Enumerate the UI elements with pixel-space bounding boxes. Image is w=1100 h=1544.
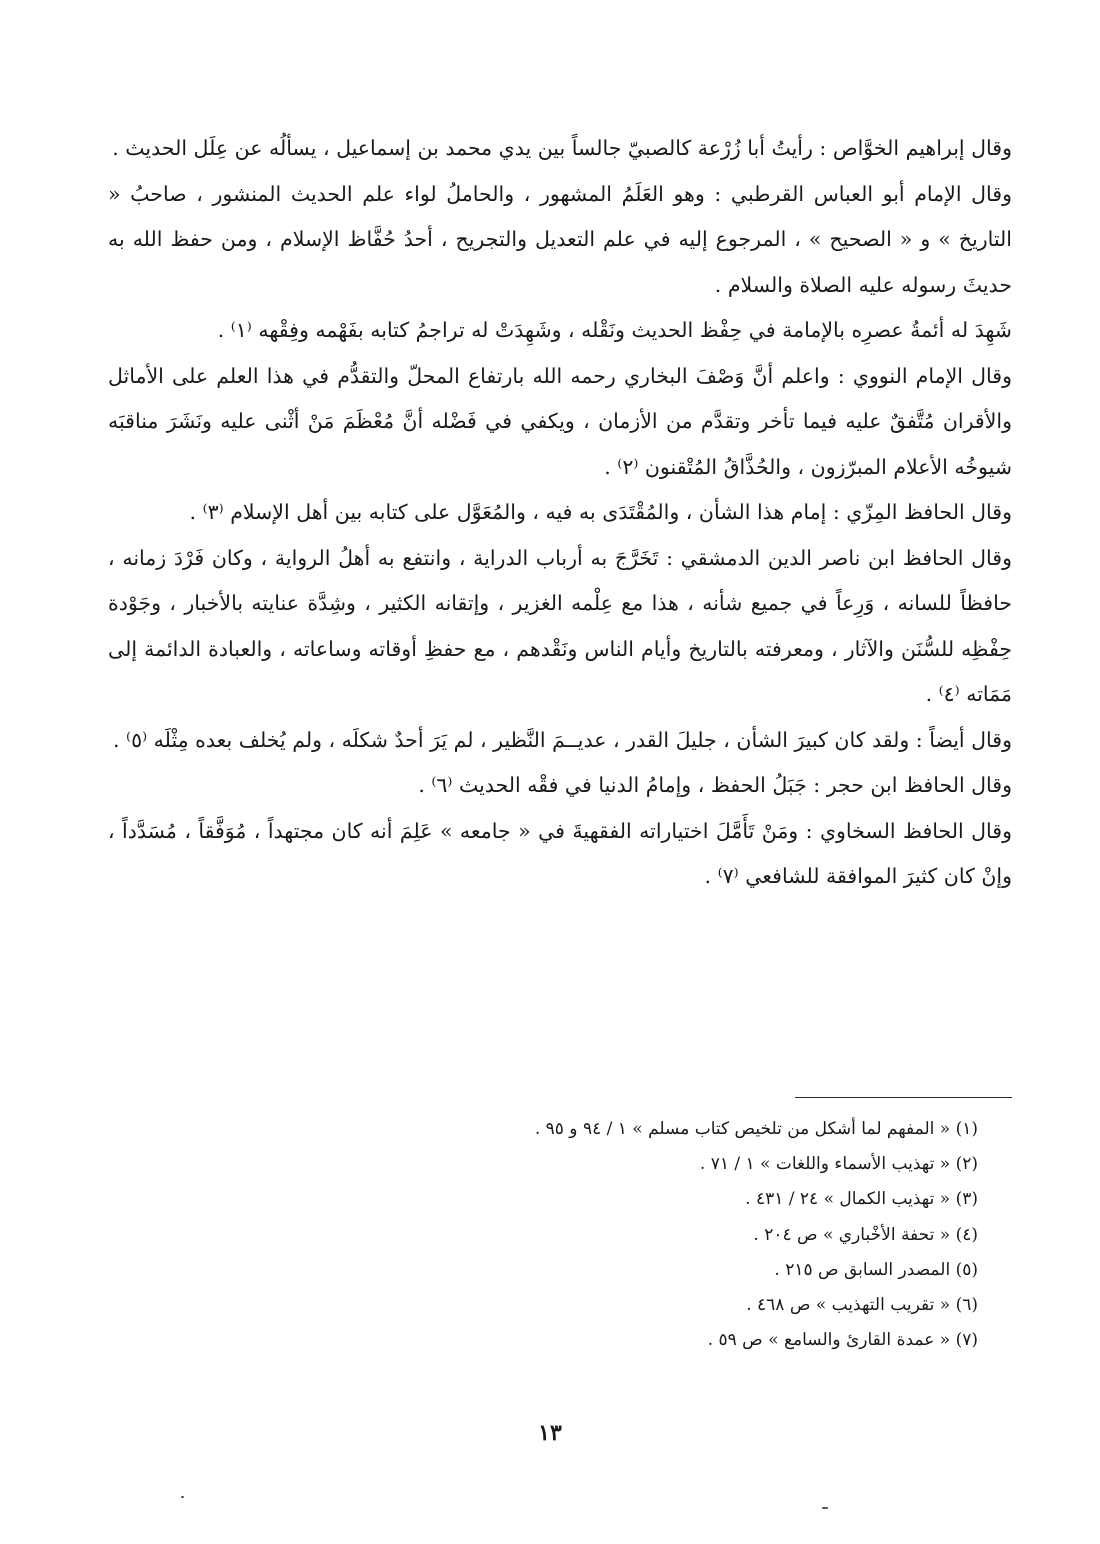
paragraph: شَهِدَ له أئمةُ عصرِه بالإمامة في حِفْظ الحديث ونَقْله ، وشَهِدَتْ له تراجمُ كتابه بفَهْمه وفِقْهه ⁽١⁾ .	[217, 318, 1012, 342]
scan-speck	[181, 1496, 184, 1498]
footnote: (١) « المفهم لما أشكل من تلخيص كتاب مسلم » ١ / ٩٤ و ٩٥ .	[534, 1119, 978, 1139]
paragraph: وقال إبراهيم الخوَّاص : رأيتُ أبا زُرْعة كالصبيّ جالساً بين يدي محمد بن إسماعيل ، يسألُه عن عِلَل الحديث .	[112, 136, 1012, 160]
paragraph: وقال أيضاً : ولقد كان كبيرَ الشأن ، جليلَ القدر ، عديــمَ النَّظير ، لم يَرَ أحدٌ شكلَه ، ولم يُخلف بعده مِثْلَه ⁽٥⁾ .	[113, 727, 1012, 752]
footnote: (٦) « تقريب التهذيب » ص ٤٦٨ .	[746, 1295, 978, 1316]
footnote: (٥) المصدر السابق ص ٢١٥ .	[774, 1259, 978, 1280]
paragraph: وقال الإمام النووي : واعلم أنَّ وَصْفَ البخاري رحمه الله بارتفاع المحلّ والتقدُّم في هذا العلم على الأماثل والأقران مُتَّفقٌ عليه فيما تأخر وتقدَّم من الأزمان ، ويكفي في فَضْله أنَّ مُعْظَمَ مَنْ أثْنى عليه ونَشَرَ مناقبَه شيوخُه الأعلام المبرّزون ، والحُذَّاقُ المُتْقنون ⁽٢⁾ .	[108, 363, 1012, 479]
footnote-separator	[795, 1097, 1012, 1098]
footnote: (٤) « تحفة الأخْباري » ص ٢٠٤ .	[753, 1224, 978, 1245]
footnote: (٧) « عمدة القارئ والسامع » ص ٥٩ .	[707, 1330, 978, 1351]
footnote: (٣) « تهذيب الكمال » ٢٤ / ٤٣١ .	[745, 1189, 978, 1210]
paragraph: وقال الحافظ ابن حجر : جَبَلُ الحفظ ، وإمامُ الدنيا في فقْه الحديث ⁽٦⁾ .	[418, 773, 1012, 797]
footnotes-list	[108, 1112, 978, 1358]
paragraph: وقال الحافظ ابن ناصر الدين الدمشقي : تَخَرَّجَ به أرباب الدراية ، وانتفع به أهلُ الرواية ، وكان فَرْدَ زمانه ، حافظاً للسانه ، وَرِعاً في جميع شأنه ، هذا مع عِلْمه الغزير ، وإتقانه الكثير ، وشِدَّة عنايته بالأخبار ، وجَوْدة حِفْظِه للسُّنَن والآثار ، ومعرفته بالتاريخ وأيام الناس ونَقْدهم ، مع حفظِ أوقاته وساعاته ، والعبادة الدائمة إلى مَمَاته ⁽٤⁾ .	[108, 545, 1012, 706]
scan-speck	[822, 1507, 828, 1509]
paragraph: وقال الإمام أبو العباس القرطبي : وهو العَلَمُ المشهور ، والحاملُ لواء علم الحديث المنشور ، صاحبُ « التاريخ » و « الصحيح » ، المرجوع إليه في علم التعديل والتجريح ، أحدُ حُفَّاظ الإسلام ، ومن حفظ الله به حديثَ رسوله عليه الصلاة والسلام .	[108, 181, 1012, 297]
footnote: (٢) « تهذيب الأسماء واللغات » ١ / ٧١ .	[699, 1154, 978, 1175]
main-text	[108, 126, 1012, 900]
page-number: ١٣	[538, 1420, 562, 1446]
paragraph: وقال الحافظ المِزّي : إمام هذا الشأن ، والمُقْتَدَى به فيه ، والمُعَوَّل على كتابه بين أهل الإسلام ⁽٣⁾ .	[189, 500, 1012, 524]
paragraph: وقال الحافظ السخاوي : ومَنْ تَأَمَّلَ اختياراته الفقهيةَ في « جامعه » عَلِمَ أنه كان مجتهداً ، مُوَفَّقاً ، مُسَدَّداً ، وإنْ كان كثيرَ الموافقة للشافعي ⁽٧⁾ .	[108, 818, 1012, 888]
